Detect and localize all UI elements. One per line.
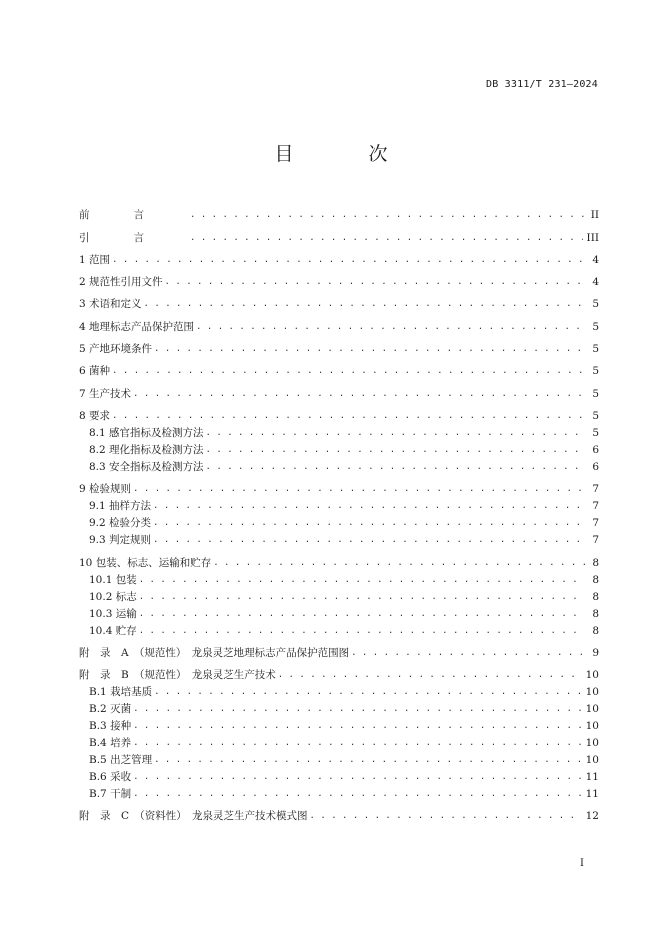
toc-entry-page: 7 [592,500,599,513]
toc-entry-label: B.5 出芝管理 [89,754,153,767]
toc-entry[interactable] [79,496,599,513]
toc-leader-dots [133,702,582,716]
toc-entry[interactable] [79,311,599,333]
toc-entry[interactable] [79,457,599,474]
toc-leader-dots [154,685,582,699]
toc-leader-dots [190,231,583,245]
toc-leader-dots [112,409,585,423]
toc-entry[interactable] [79,547,599,569]
toc-entry-label: 附 录 B （规范性） 龙泉灵芝生产技术 [79,669,276,682]
toc-leader-dots [139,607,585,621]
toc-entry-label: 8 要求 [79,409,111,422]
toc-entry[interactable] [79,733,599,750]
toc-entry-page: 8 [592,573,599,586]
toc-entry[interactable] [79,750,599,767]
toc-entry-page: 4 [592,253,599,266]
toc-entry[interactable] [79,682,599,699]
toc-entry-page: 10 [585,720,599,733]
toc-entry-label: 9 检验规则 [79,483,132,496]
toc-entry-label: 4 地理标志产品保护范围 [79,320,195,333]
toc-entry-label: 3 术语和定义 [79,298,142,311]
toc-entry-label: B.3 接种 [89,720,132,733]
toc-entry-label: B.2 灭菌 [89,703,132,716]
toc-entry-page: 10 [585,669,599,682]
toc-leader-dots [112,253,585,267]
toc-leader-dots [139,590,585,604]
toc-entry-page: III [586,231,599,244]
toc-entry-page: 5 [592,387,599,400]
toc-leader-dots [153,516,585,530]
toc-entry-label: 1 范围 [79,253,111,266]
toc-entry-label: 8.1 感官指标及检测方法 [89,426,204,439]
toc-entry-label: B.7 干制 [89,788,132,801]
page-title-text: 目 次 [274,143,416,165]
toc-entry-page: 5 [592,365,599,378]
toc-leader-dots [133,482,585,496]
toc-entry[interactable] [79,245,599,267]
toc-entry-page: II [590,209,599,222]
toc-entry-page: 7 [592,517,599,530]
toc-leader-dots [133,770,582,784]
toc-entry-label: B.4 培养 [89,737,132,750]
toc-entry-page: 5 [592,298,599,311]
toc-entry[interactable] [79,587,599,604]
toc-leader-dots [206,443,585,457]
toc-entry-page: 12 [585,810,599,823]
toc-leader-dots [278,668,582,682]
toc-entry[interactable] [79,356,599,378]
toc-leader-dots [139,573,585,587]
toc-leader-dots [206,426,585,440]
toc-entry-page: 5 [592,426,599,439]
toc-leader-dots [154,753,582,767]
toc-entry-page: 5 [592,320,599,333]
toc-leader-dots [190,208,585,222]
toc-entry-page: 5 [592,409,599,422]
toc-entry-label: B.1 栽培基质 [89,686,153,699]
toc-entry-label: 8.2 理化指标及检测方法 [89,443,204,456]
toc-entry[interactable] [79,378,599,400]
toc-entry-label: 10.1 包装 [89,573,137,586]
toc-entry-page: 8 [592,607,599,620]
toc-entry-page: 10 [585,754,599,767]
toc-entry[interactable] [79,289,599,311]
toc-leader-dots [144,297,585,311]
toc-entry-page: 8 [592,556,599,569]
toc-leader-dots [196,320,585,334]
toc-entry-page: 9 [592,646,599,659]
toc-entry-label: 6 菌种 [79,365,111,378]
toc-entry[interactable] [79,267,599,289]
toc-entry-page: 11 [585,771,599,784]
toc-leader-dots [310,809,582,823]
toc-entry[interactable] [79,513,599,530]
toc-leader-dots [133,387,585,401]
toc-entry[interactable] [79,530,599,547]
page-title [0,139,662,166]
toc-entry-page: 8 [592,590,599,603]
toc-entry-page: 6 [592,443,599,456]
toc-entry-label: 8.3 安全指标及检测方法 [89,460,204,473]
toc-entry[interactable] [79,200,599,222]
toc-entry-label: 附 录 A （规范性） 龙泉灵芝地理标志产品保护范围图 [79,646,350,659]
toc-entry-label: 9.1 抽样方法 [89,500,152,513]
toc-entry-label: 2 规范性引用文件 [79,276,163,289]
document-code: DB 3311/T 231—2024 [486,79,598,90]
toc-leader-dots [139,624,585,638]
toc-entry-label: 10 包装、标志、运输和贮存 [79,556,212,569]
toc-leader-dots [112,364,585,378]
toc-entry-page: 11 [585,788,599,801]
toc-entry[interactable] [79,767,599,784]
toc-entry-page: 6 [592,460,599,473]
toc-entry[interactable] [79,604,599,621]
toc-leader-dots [133,736,582,750]
toc-entry-label: 10.4 贮存 [89,624,137,637]
toc-entry[interactable] [79,570,599,587]
toc-entry-page: 7 [592,483,599,496]
toc-entry[interactable] [79,784,599,801]
toc-leader-dots [153,533,585,547]
toc-entry[interactable] [79,801,599,823]
toc-entry[interactable] [79,621,599,638]
toc-entry[interactable] [79,716,599,733]
toc-entry-page: 10 [585,686,599,699]
toc-leader-dots [133,787,582,801]
toc-leader-dots [133,719,582,733]
toc-entry-page: 4 [592,276,599,289]
toc-entry-label: 9.2 检验分类 [89,517,152,530]
table-of-contents [79,200,599,823]
toc-entry-label: 5 产地环境条件 [79,343,153,356]
toc-entry-page: 5 [592,343,599,356]
toc-entry[interactable] [79,334,599,356]
toc-entry-page: 7 [592,534,599,547]
toc-entry-page: 10 [585,703,599,716]
toc-entry[interactable] [79,440,599,457]
toc-leader-dots [206,460,585,474]
toc-entry[interactable] [79,699,599,716]
toc-leader-dots [165,275,585,289]
toc-entry-label: 10.3 运输 [89,607,137,620]
toc-entry[interactable] [79,660,599,682]
toc-entry-label: 7 生产技术 [79,387,132,400]
toc-leader-dots [213,556,585,570]
toc-entry[interactable] [79,423,599,440]
toc-leader-dots [153,499,585,513]
toc-leader-dots [154,342,585,356]
toc-entry-page: 10 [585,737,599,750]
toc-entry-page: 8 [592,624,599,637]
toc-entry[interactable] [79,401,599,423]
toc-entry-label: 9.3 判定规则 [89,534,152,547]
toc-entry-label: 10.2 标志 [89,590,137,603]
toc-entry[interactable] [79,638,599,660]
toc-leader-dots [351,646,585,660]
toc-entry[interactable] [79,222,599,244]
toc-entry-label: 引言 [79,231,188,244]
toc-entry[interactable] [79,474,599,496]
toc-entry-label: 前言 [79,209,188,222]
toc-entry-label: B.6 采收 [89,771,132,784]
page-number: I [580,858,584,869]
toc-entry-label: 附 录 C （资料性） 龙泉灵芝生产技术模式图 [79,810,308,823]
